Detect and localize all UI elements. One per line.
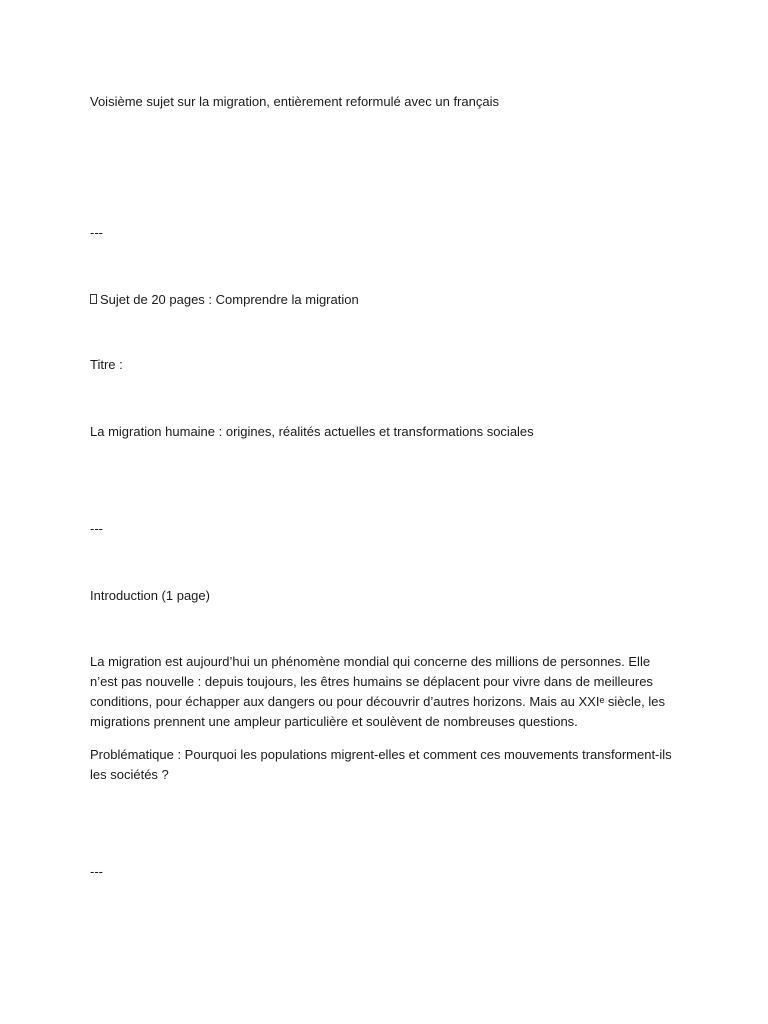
separator-line: --- bbox=[90, 864, 103, 879]
separator-line: --- bbox=[90, 225, 103, 240]
subject-line bbox=[90, 290, 680, 310]
title-label: Titre : bbox=[90, 357, 123, 372]
document-heading: Voisième sujet sur la migration, entièrement reformulé avec un français bbox=[90, 94, 499, 109]
intro-heading: Introduction (1 page) bbox=[90, 588, 210, 603]
problematique-paragraph: Problématique : Pourquoi les populations migrent-elles et comment ces mouvements transforment-ils les sociétés ? bbox=[90, 747, 672, 782]
title-text: La migration humaine : origines, réalités actuelles et transformations sociales bbox=[90, 424, 534, 439]
missing-glyph-icon bbox=[90, 294, 97, 304]
separator-line: --- bbox=[90, 521, 103, 536]
intro-paragraph: La migration est aujourd’hui un phénomène mondial qui concerne des millions de personnes. Elle n’est pas nouvelle : depuis toujours, les êtres humains se déplacent pour vivre dans de meilleures conditions, pour échapper aux dangers ou pour découvrir d’autres horizons. Mais au XXIᵉ siècle, les migrations prennent une ampleur particulière et soulèvent de nombreuses questions. bbox=[90, 654, 665, 729]
subject-text: Sujet de 20 pages : Comprendre la migration bbox=[100, 292, 359, 307]
